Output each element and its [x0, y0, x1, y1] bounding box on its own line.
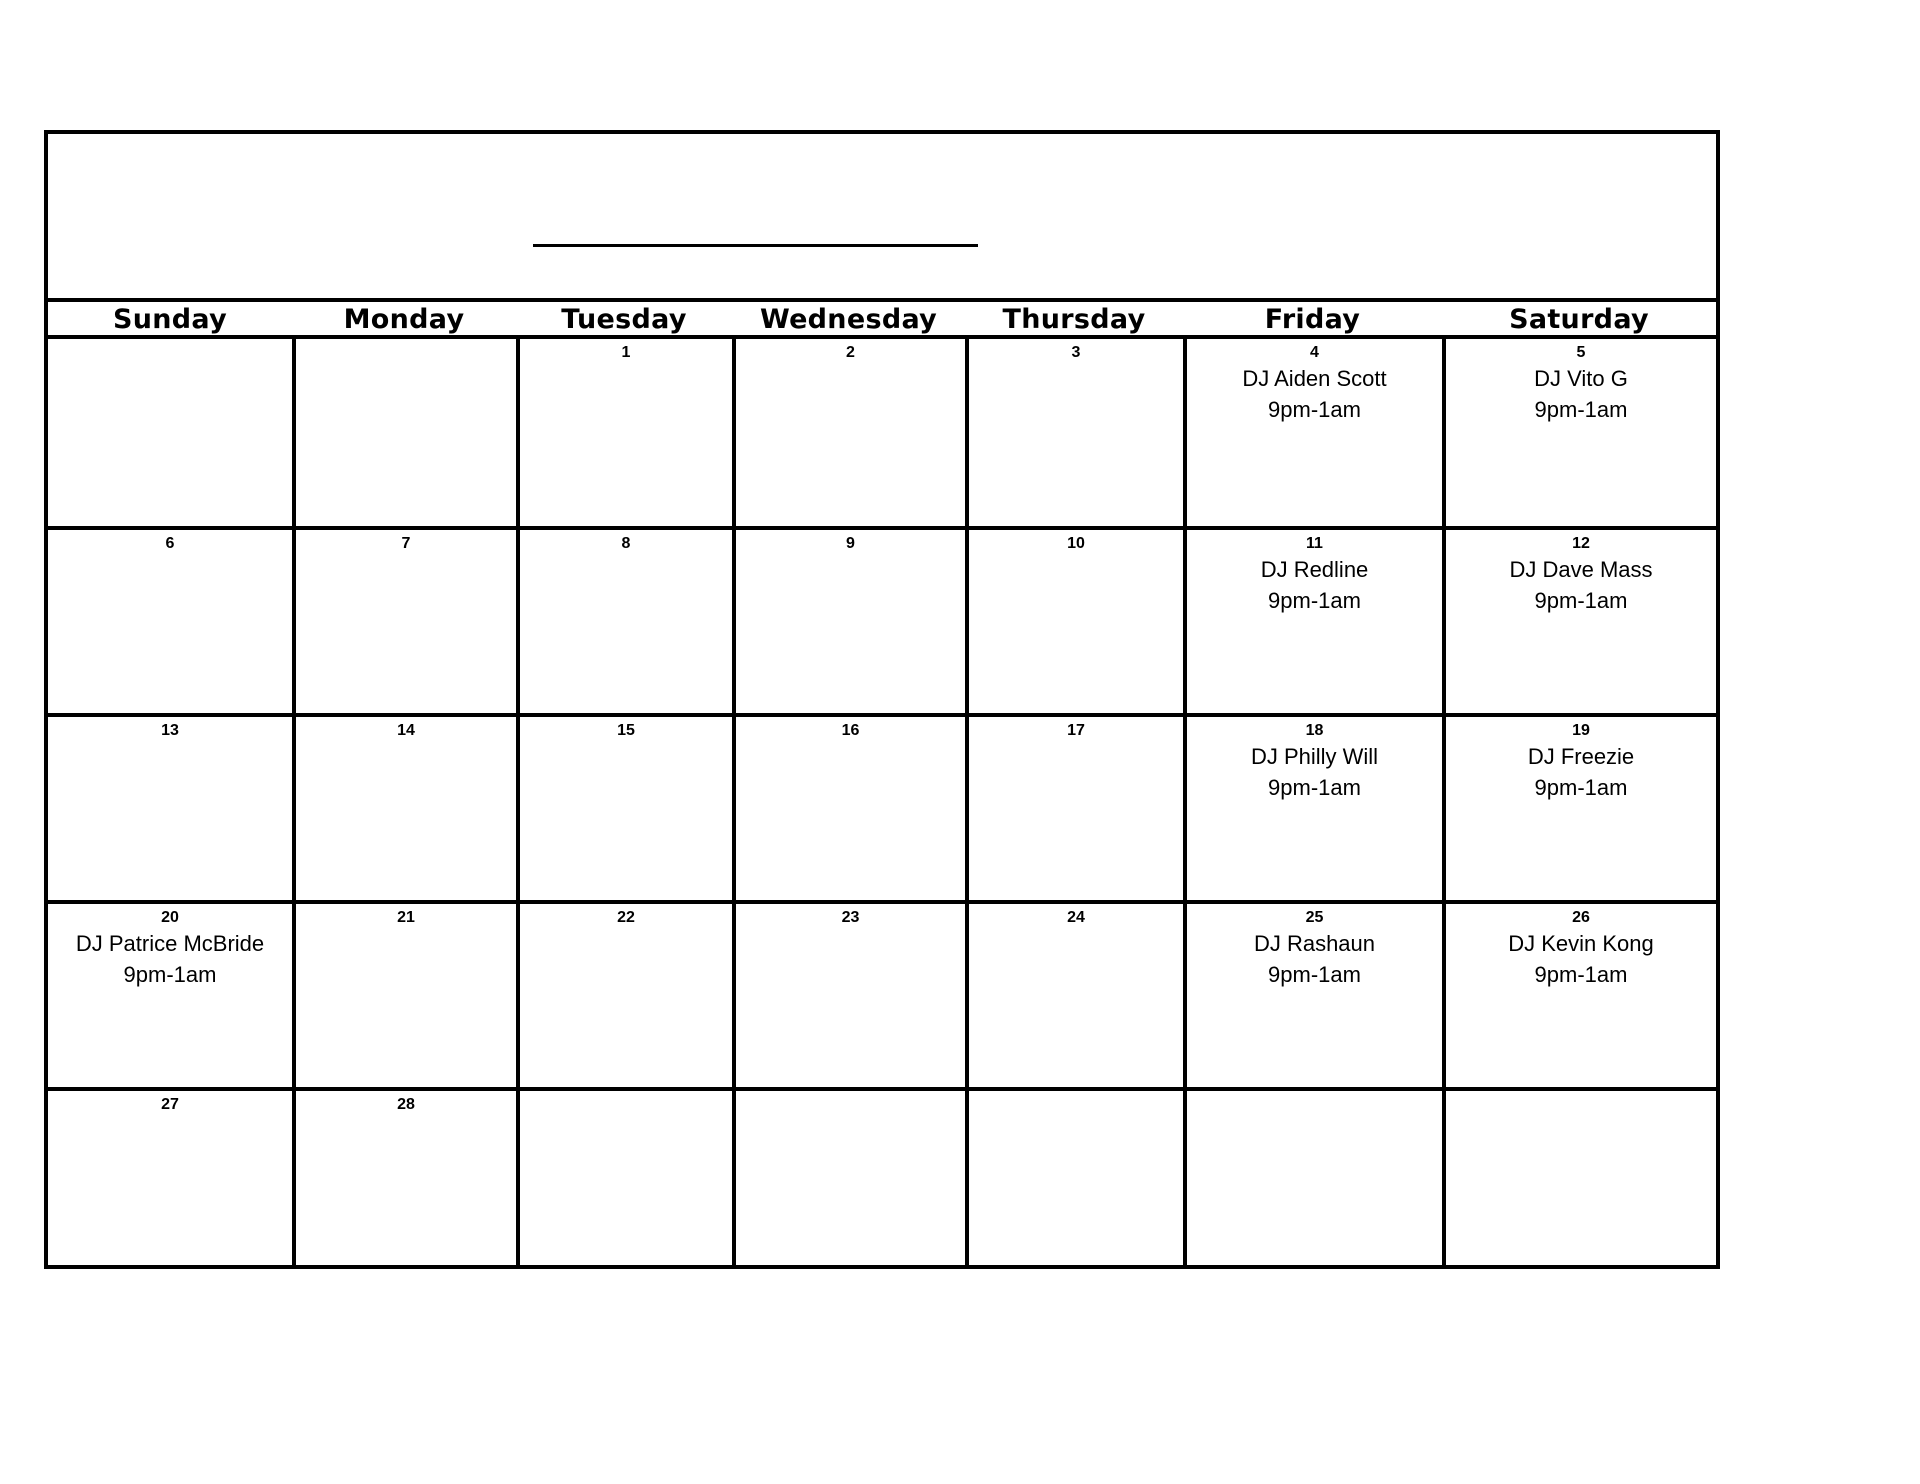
day-cell	[48, 900, 292, 1087]
day-cell	[965, 1087, 1183, 1265]
day-number: 2	[846, 344, 855, 361]
day-cell	[48, 1087, 292, 1265]
day-number: 27	[161, 1096, 179, 1113]
day-number: 21	[397, 909, 415, 926]
day-cell	[965, 526, 1183, 713]
calendar	[44, 130, 1720, 1269]
event-dj-name: DJ Kevin Kong	[1508, 931, 1654, 956]
day-number: 11	[1306, 535, 1323, 552]
day-number: 25	[1305, 909, 1324, 926]
event-time: 9pm-1am	[1534, 962, 1628, 987]
weekday-wednesday: Wednesday	[759, 304, 938, 335]
event-dj-name: DJ Patrice McBride	[75, 931, 265, 956]
event-time: 9pm-1am	[1268, 588, 1361, 613]
day-number: 8	[621, 535, 631, 552]
day-cell	[1442, 900, 1716, 1087]
event-dj-name: DJ Philly Will	[1250, 744, 1379, 769]
day-number: 26	[1572, 909, 1590, 926]
day-number	[736, 1095, 965, 1115]
calendar-title-area	[48, 134, 1716, 302]
event-dj-name: DJ Freezie	[1527, 744, 1635, 769]
event-dj-name: DJ Redline	[1260, 557, 1369, 582]
day-cell	[516, 526, 732, 713]
day-number: 3	[1071, 344, 1081, 361]
event-time: 9pm-1am	[1268, 397, 1361, 422]
day-cell	[732, 526, 965, 713]
day-cell	[1442, 713, 1716, 900]
day-number: 13	[161, 722, 179, 739]
day-cell	[1442, 339, 1716, 526]
day-number: 4	[1310, 344, 1319, 361]
day-cell	[48, 339, 292, 526]
day-number: 23	[841, 909, 860, 926]
weekday-saturday: Saturday	[1509, 304, 1649, 335]
weekday-thursday: Thursday	[1002, 304, 1146, 335]
day-number	[1187, 1095, 1442, 1115]
day-cell	[1442, 526, 1716, 713]
day-number: 1	[621, 344, 631, 361]
day-number: 14	[397, 722, 415, 739]
day-cell	[1442, 1087, 1716, 1265]
day-number: 18	[1305, 722, 1324, 739]
event-time: 9pm-1am	[123, 962, 217, 987]
day-number: 5	[1576, 344, 1586, 361]
day-number: 28	[397, 1096, 415, 1113]
event-dj-name: DJ Vito G	[1534, 366, 1628, 391]
day-number: 20	[161, 909, 179, 926]
day-cell	[1183, 526, 1442, 713]
day-cell	[292, 339, 516, 526]
day-number: 17	[1067, 722, 1085, 739]
day-cell	[516, 900, 732, 1087]
day-number: 9	[846, 535, 855, 552]
day-number	[520, 1095, 732, 1115]
day-cell	[292, 1087, 516, 1265]
day-cell	[292, 526, 516, 713]
day-cell	[516, 339, 732, 526]
day-number: 24	[1067, 909, 1085, 926]
weekday-tuesday: Tuesday	[561, 304, 687, 335]
event-dj-name: DJ Aiden Scott	[1242, 366, 1387, 391]
weekday-sunday: Sunday	[112, 304, 227, 335]
event-dj-name: DJ Rashaun	[1253, 931, 1376, 956]
day-number	[969, 1095, 1183, 1115]
event-time: 9pm-1am	[1268, 775, 1361, 800]
day-cell	[732, 1087, 965, 1265]
day-number: 22	[617, 909, 635, 926]
day-cell	[1183, 339, 1442, 526]
day-number: 15	[617, 722, 635, 739]
day-cell	[48, 713, 292, 900]
day-cell	[732, 713, 965, 900]
day-cell	[292, 900, 516, 1087]
day-number	[48, 343, 292, 363]
day-number: 6	[165, 535, 175, 552]
day-cell	[1183, 1087, 1442, 1265]
day-cell	[1183, 713, 1442, 900]
day-cell	[48, 526, 292, 713]
weekday-header-row	[48, 302, 1716, 339]
event-time: 9pm-1am	[1268, 962, 1361, 987]
day-cell	[965, 900, 1183, 1087]
day-cell	[965, 713, 1183, 900]
day-cell	[516, 1087, 732, 1265]
day-cell	[965, 339, 1183, 526]
month-title-line	[533, 244, 978, 247]
day-cell	[516, 713, 732, 900]
day-number	[296, 343, 516, 363]
weekday-friday: Friday	[1264, 304, 1361, 335]
day-cell	[732, 339, 965, 526]
day-number: 19	[1572, 722, 1590, 739]
event-time: 9pm-1am	[1534, 775, 1628, 800]
weekday-monday: Monday	[343, 304, 465, 335]
day-number: 10	[1067, 535, 1085, 552]
event-time: 9pm-1am	[1534, 588, 1628, 613]
day-number: 16	[841, 722, 860, 739]
event-dj-name: DJ Dave Mass	[1509, 557, 1653, 582]
day-number	[1446, 1095, 1716, 1115]
event-time: 9pm-1am	[1534, 397, 1628, 422]
day-number: 7	[401, 535, 411, 552]
day-cell	[732, 900, 965, 1087]
day-number: 12	[1572, 535, 1590, 552]
day-cell	[1183, 900, 1442, 1087]
day-cell	[292, 713, 516, 900]
